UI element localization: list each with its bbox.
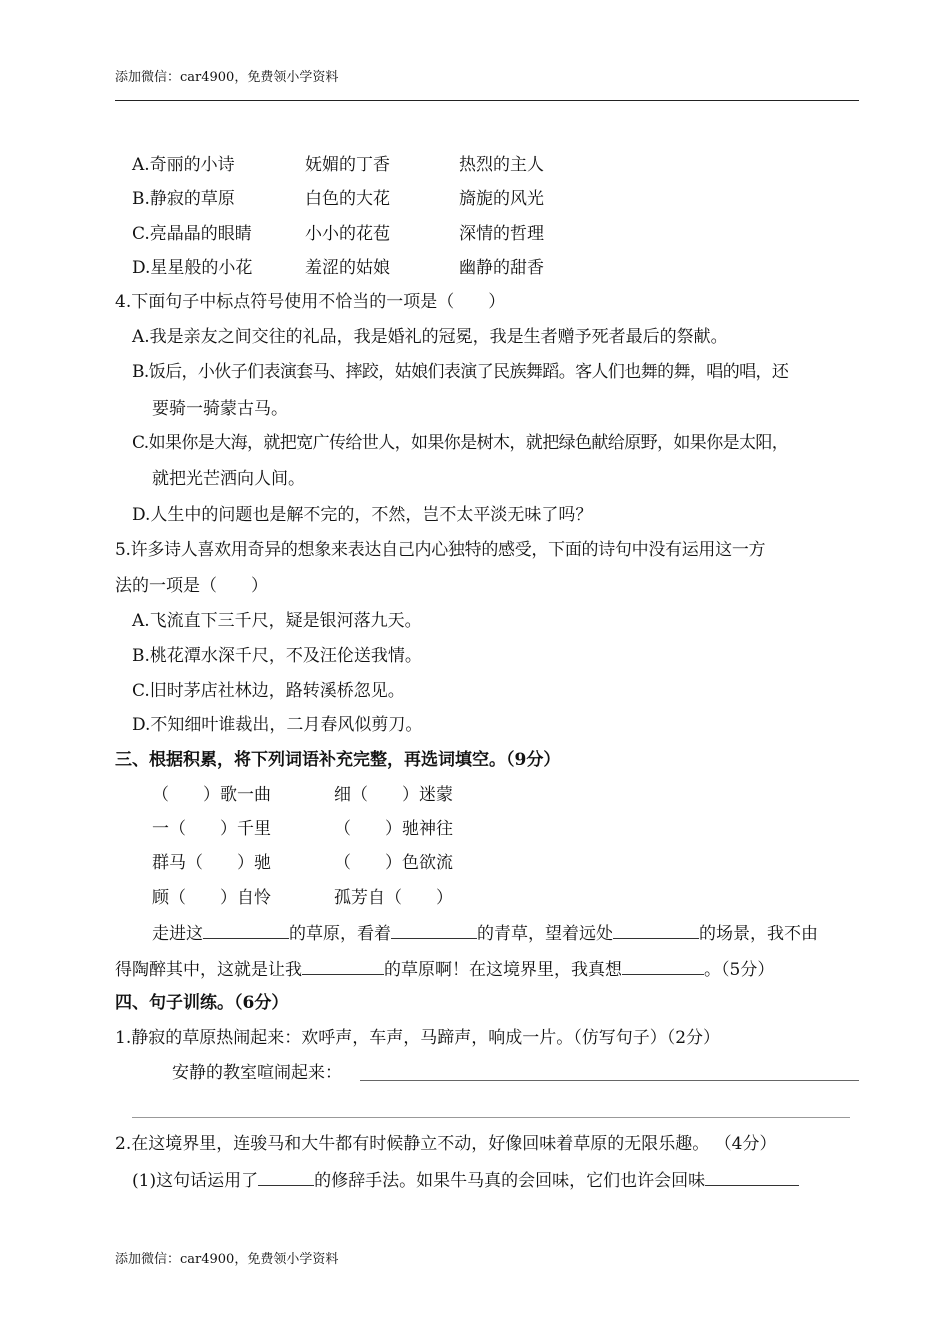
q3-option-d-word3: 幽静的甜香: [459, 258, 544, 278]
fill-blank-3[interactable]: [613, 922, 699, 939]
q3-option-d-word2: 羞涩的姑娘: [305, 258, 390, 278]
q3-option-c: C.亮晶晶的眼睛: [132, 224, 252, 244]
q4-option-a: A.我是亲友之间交往的礼品，我是婚礼的冠冕，我是生者赠予死者最后的祭献。: [132, 327, 728, 347]
s4-q1-answer-line-2[interactable]: [132, 1117, 850, 1118]
q3-option-a: A.奇丽的小诗: [132, 155, 235, 175]
fill-blank-4[interactable]: [302, 958, 384, 975]
idiom-row-3-left: 群马（ ）驰: [152, 853, 271, 873]
q5-option-d: D.不知细叶谁裁出，二月春风似剪刀。: [132, 715, 423, 735]
page-header: 添加微信：car4900，免费领小学资料: [115, 70, 339, 85]
s4-q2-blank-2[interactable]: [705, 1169, 799, 1186]
q5-option-b: B.桃花潭水深千尺，不及汪伦送我情。: [132, 646, 422, 666]
idiom-row-1-left: （ ）歌一曲: [152, 785, 271, 805]
header-divider: [115, 100, 859, 101]
q3-option-c-word2: 小小的花苞: [305, 224, 390, 244]
s4-q1-prompt: 安静的教室喧闹起来：: [172, 1063, 342, 1083]
q5-stem-cont: 法的一项是（ ）: [115, 576, 268, 596]
idiom-row-3-right: （ ）色欲流: [334, 853, 453, 873]
q5-option-c: C.旧时茅店社林边，路转溪桥忽见。: [132, 681, 405, 701]
s4-q2: 2.在这境界里，连骏马和大牛都有时候静立不动，好像回味着草原的无限乐趣。 （4分）: [115, 1134, 777, 1154]
q4-option-b: B.饭后，小伙子们表演套马、摔跤，姑娘们表演了民族舞蹈。客人们也舞的舞，唱的唱，还: [132, 362, 789, 382]
fill-blank-2[interactable]: [391, 922, 477, 939]
q4-stem: 4.下面句子中标点符号使用不恰当的一项是（ ）: [115, 292, 506, 312]
fill-in-paragraph-line1: 走进这 的草原，看着 的青草，望着远处 的场景，我不由: [152, 924, 818, 944]
q4-option-c-cont: 就把光芒洒向人间。: [152, 469, 305, 489]
q4-option-b-cont: 要骑一骑蒙古马。: [152, 399, 288, 419]
s4-q1-answer-line-1[interactable]: [360, 1080, 859, 1081]
section4-title: 四、句子训练。（6分）: [115, 993, 289, 1013]
s4-q2-sub1: (1)这句话运用了 的修辞手法。如果牛马真的会回味，它们也许会回味: [132, 1169, 799, 1191]
s4-q2-blank-1[interactable]: [258, 1169, 314, 1186]
idiom-row-4-right: 孤芳自（ ）: [334, 888, 453, 908]
q3-option-c-word3: 深情的哲理: [459, 224, 544, 244]
fill-blank-1[interactable]: [203, 922, 289, 939]
q3-option-a-word2: 妩媚的丁香: [305, 155, 390, 175]
q4-option-d: D.人生中的问题也是解不完的，不然，岂不太平淡无味了吗？: [132, 505, 593, 525]
idiom-row-2-right: （ ）驰神往: [334, 819, 453, 839]
fill-blank-5[interactable]: [622, 958, 704, 975]
s4-q1: 1.静寂的草原热闹起来：欢呼声，车声，马蹄声，响成一片。（仿写句子）（2分）: [115, 1028, 721, 1048]
idiom-row-2-left: 一（ ）千里: [152, 819, 271, 839]
q3-option-b-word3: 旖旎的风光: [459, 189, 544, 209]
q4-option-c: C.如果你是大海，就把宽广传给世人，如果你是树木，就把绿色献给原野，如果你是太阳，: [132, 433, 789, 453]
fill-in-paragraph-line2: 得陶醉其中，这就是让我 的草原啊！在这境界里，我真想 。（5分）: [115, 960, 775, 980]
idiom-row-4-left: 顾（ ）自怜: [152, 888, 271, 908]
q5-option-a: A.飞流直下三千尺，疑是银河落九天。: [132, 611, 422, 631]
q3-option-b: B.静寂的草原: [132, 189, 235, 209]
q5-stem: 5.许多诗人喜欢用奇异的想象来表达自己内心独特的感受，下面的诗句中没有运用这一方: [115, 540, 766, 560]
idiom-row-1-right: 细（ ）迷蒙: [334, 785, 453, 805]
q3-option-b-word2: 白色的大花: [305, 189, 390, 209]
q3-option-a-word3: 热烈的主人: [459, 155, 544, 175]
page-footer: 添加微信：car4900，免费领小学资料: [115, 1252, 339, 1267]
q3-option-d: D.星星般的小花: [132, 258, 253, 278]
section3-title: 三、根据积累，将下列词语补充完整，再选词填空。（9分）: [115, 750, 561, 770]
